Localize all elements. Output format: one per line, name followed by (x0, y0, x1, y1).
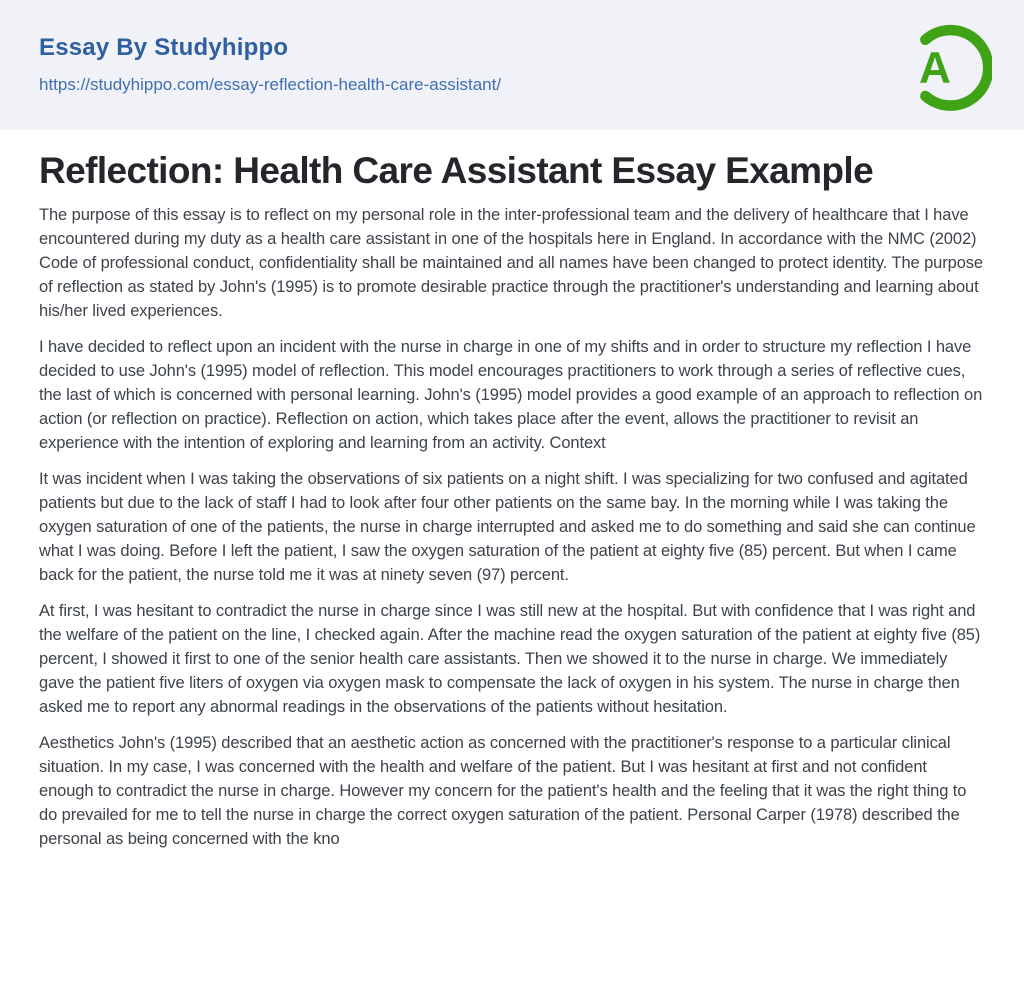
essay-paragraph-5: Aesthetics John's (1995) described that an aesthetic action as concerned with the practitioner's response to a particular clinical situation. In my case, I was concerned with the health and welfare of the patient. But I was hesitant at first and not confident enough to contradict the nurse in charge. However my concern for the patient's health and the feeling that it was the right thing to do prevailed for me to tell the nurse in charge the correct oxygen saturation of the patient. Personal Carper (1978) described the personal as being concerned with the kno (39, 734, 967, 848)
essay-paragraph-3: It was incident when I was taking the observations of six patients on a night shift. I was specializing for two confused and agitated patients but due to the lack of staff I had to look after four other patients on the same bay. In the morning while I was taking the oxygen saturation of one of the patients, the nurse in charge interrupted and asked me to do something and said she can continue what I was doing. Before I left the patient, I saw the oxygen saturation of the patient at eighty five (85) percent. But when I came back for the patient, the nurse told me it was at ninety seven (97) percent. (39, 470, 976, 584)
essay-title: Reflection: Health Care Assistant Essay Example (39, 150, 874, 191)
site-header (0, 0, 1024, 130)
studyhippo-logo-icon (900, 14, 992, 118)
essay-paragraph-2: I have decided to reflect upon an incident with the nurse in charge in one of my shifts and in order to structure my reflection I have decided to use John's (1995) model of reflection. This model encourages practitioners to work through a series of reflective cues, the last of which is concerned with personal learning. John's (1995) model provides a good example of an approach to reflection on action (or reflection on practice). Reflection on action, which takes place after the event, allows the practitioner to revisit an experience with the intention of exploring and learning from an activity. Context (39, 338, 983, 452)
essay-paragraph-1: The purpose of this essay is to reflect on my personal role in the inter-professional team and the delivery of healthcare that I have encountered during my duty as a health care assistant in one of the hospitals here in England. In accordance with the NMC (2002) Code of professional conduct, confidentiality shall be maintained and all names have been changed to protect identity. The purpose of reflection as stated by John's (1995) is to promote desirable practice through the practitioner's understanding and learning about his/her lived experiences. (39, 206, 984, 320)
logo-letter: A (919, 44, 951, 94)
site-title: Essay By Studyhippo (39, 34, 289, 61)
site-header-text (39, 34, 501, 95)
essay-content (0, 149, 1024, 851)
essay-url-link[interactable]: https://studyhippo.com/essay-reflection-health-care-assistant/ (39, 75, 502, 94)
essay-paragraph-4: At first, I was hesitant to contradict the nurse in charge since I was still new at the hospital. But with confidence that I was right and the welfare of the patient on the line, I checked again. After the machine read the oxygen saturation of the patient at eighty five (85) percent, I showed it first to one of the senior health care assistants. Then we showed it to the nurse in charge. We immediately gave the patient five liters of oxygen via oxygen mask to compensate the lack of oxygen in his system. The nurse in charge then asked me to report any abnormal readings in the observations of the patients without hesitation. (39, 602, 981, 716)
